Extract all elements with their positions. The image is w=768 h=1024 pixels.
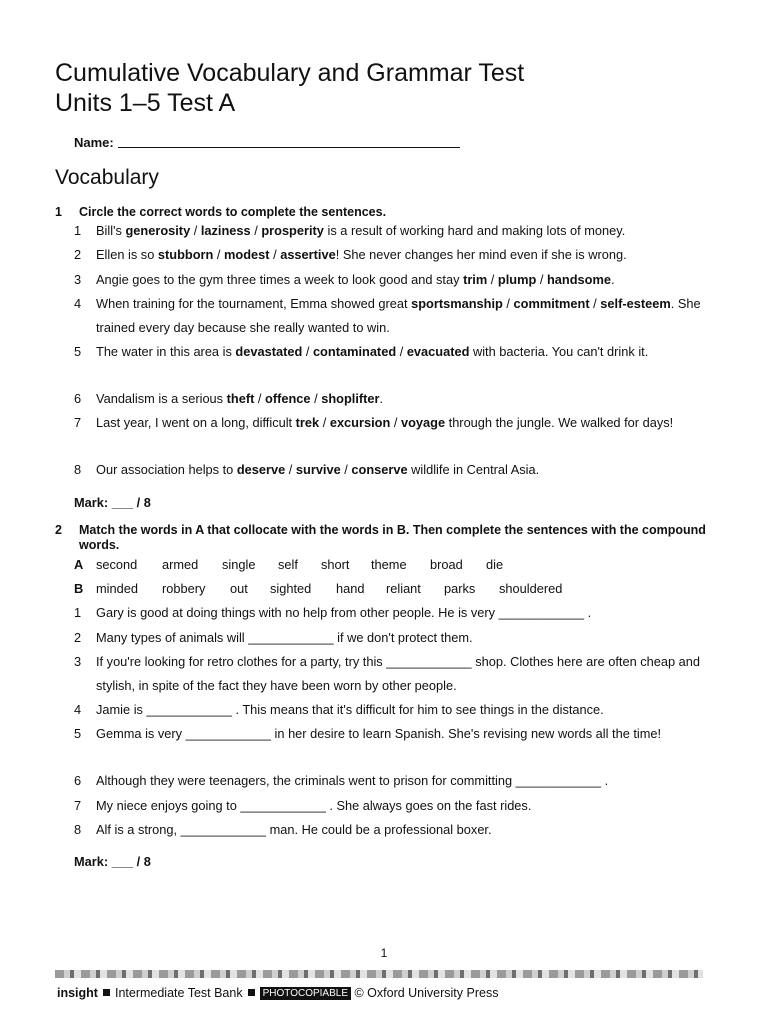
word-b: reliant — [386, 581, 421, 596]
option-word[interactable]: trim — [463, 272, 488, 287]
option-word[interactable]: sportsmanship — [411, 296, 503, 311]
option-word[interactable]: self-esteem — [600, 296, 671, 311]
gap-sentence[interactable]: Many types of animals will ____________ if we don't protect them. — [96, 630, 473, 645]
word-b: out — [230, 581, 248, 596]
ex1-mark: Mark: ___ / 8 — [74, 495, 151, 510]
option-word[interactable]: theft — [226, 391, 255, 406]
ex2-mark: Mark: ___ / 8 — [74, 854, 151, 869]
option-word[interactable]: devastated — [235, 344, 303, 359]
word-a: die — [486, 557, 504, 572]
word-a: self — [278, 557, 298, 572]
title-line-1: Cumulative Vocabulary and Grammar Test — [55, 59, 525, 87]
word-a: single — [222, 557, 256, 572]
option-word[interactable]: evacuated — [406, 344, 470, 359]
row-label: A — [74, 557, 84, 572]
option-word[interactable]: commitment — [513, 296, 590, 311]
word-row-b — [74, 577, 714, 601]
square-bullet-icon — [248, 989, 255, 996]
option-word[interactable]: offence — [265, 391, 311, 406]
word-a: short — [321, 557, 350, 572]
option-word[interactable]: laziness — [200, 223, 251, 238]
word-a: theme — [371, 557, 407, 572]
option-word[interactable]: generosity — [125, 223, 191, 238]
gap-sentence[interactable]: Alf is a strong, ____________ man. He could be a professional boxer. — [96, 822, 492, 837]
page-number: 1 — [380, 946, 388, 960]
word-b: hand — [336, 581, 365, 596]
option-word[interactable]: handsome — [546, 272, 611, 287]
option-word[interactable]: stubborn — [157, 247, 214, 262]
exercise-instruction: Match the words in A that collocate with the words in B. Then complete the sentences with the compound words. — [79, 523, 706, 552]
word-a: broad — [430, 557, 463, 572]
row-label: B — [74, 581, 84, 596]
option-word[interactable]: survive — [295, 462, 341, 477]
word-b: minded — [96, 581, 138, 596]
test-bank-label: Intermediate Test Bank — [114, 986, 243, 1000]
option-word[interactable]: prosperity — [261, 223, 324, 238]
gap-sentence[interactable]: Although they were teenagers, the criminals went to prison for committing ____________ . — [96, 773, 609, 788]
publisher-label: © Oxford University Press — [354, 986, 499, 1000]
option-word[interactable]: contaminated — [312, 344, 397, 359]
gap-sentence[interactable]: If you're looking for retro clothes for a party, try this ____________ shop. Clothes here are often cheap and stylish, in spite of the fact they have been worn by other people. — [96, 654, 701, 693]
section-heading: Vocabulary — [55, 166, 159, 189]
square-bullet-icon — [103, 989, 110, 996]
option-word[interactable]: plump — [497, 272, 537, 287]
word-b: shouldered — [499, 581, 563, 596]
exercise-number: 2 — [55, 523, 62, 537]
option-word[interactable]: shoplifter — [321, 391, 380, 406]
gap-sentence[interactable]: My niece enjoys going to ____________ . She always goes on the fast rides. — [96, 798, 532, 813]
name-field-row — [74, 135, 460, 150]
option-word[interactable]: modest — [224, 247, 270, 262]
brand-logo: insight — [57, 986, 98, 1000]
word-b: robbery — [162, 581, 206, 596]
word-a: armed — [162, 557, 199, 572]
exercise-2-heading — [55, 523, 735, 555]
exercise-number: 1 — [55, 205, 62, 219]
footer — [57, 986, 498, 1000]
name-label: Name: — [74, 135, 114, 150]
word-a: second — [96, 557, 138, 572]
word-row-a — [74, 553, 714, 577]
option-word[interactable]: conserve — [351, 462, 408, 477]
gap-sentence[interactable]: Jamie is ____________ . This means that it's difficult for him to see things in the distance. — [96, 702, 604, 717]
option-word[interactable]: assertive — [280, 247, 336, 262]
title-line-2: Units 1–5 Test A — [55, 89, 236, 117]
gap-sentence[interactable]: Gemma is very ____________ in her desire to learn Spanish. She's revising new words all the time! — [96, 726, 662, 741]
option-word[interactable]: excursion — [329, 415, 391, 430]
worksheet-page: Cumulative Vocabulary and Grammar Test Units 1–5 Test A Name: Vocabulary 1 Circle the correct words to complete the sentences. 1 Bill's generosity / laziness / prosperity is a result of working hard and making lots of money. 2 Ellen is so stubborn / modest / assertive! She never changes her mind even if she is wrong. 3 Angie goes to the gym three times a week to look good and stay trim / plump / handsome. 4 When training for the tournament, Emma showed great sportsmanship / commitment / self-esteem. She trained every day because she really wanted to win. 5 The water in this area is devastated / contaminated / evacuated with bacteria. You can't drink it. 6 Vandalism is a serious theft / offence / shoplifter. 7 Last year, I went on a long, difficult trek / excursion / voyage through the jungle. We walked for days! 8 Our association helps to deserve / survive / conserve wildlife in Central Asia. Mark: ___ / 8 2 Match the words in A that collocate with the words in B. Then complete the sentences with the compound words. A second armed single self short theme broad die B minded robbery out sighted hand reliant parks shouldered 1 Gary is good at doing things with no help from other people. He is very ____________ . 2 Many types of animals will ____________ if we don't protect them. 3 If you're looking for retro clothes for a party, try this ____________ shop. Clothes here are often cheap and stylish, in spite of the fact they have been worn by other people. 4 Jamie is ____________ . This means that it's difficult for him to see things in the distance. 5 Gemma is very ____________ in her desire to learn Spanish. She's revising new words all the time! 6 Although they were teenagers, the criminals went to prison for committing ____________ . 7 My niece enjoys going to ____________ . She always goes on the fast rides. 8 Alf is a strong, ____________ man. He could be a professional boxer. Mark: ___ / 8 1 insight Intermediate Test Bank PHOTOCOPIABLE © Oxford University Press — [0, 0, 768, 1024]
option-word[interactable]: deserve — [236, 462, 286, 477]
gap-sentence[interactable]: Gary is good at doing things with no help from other people. He is very ____________ . — [96, 605, 592, 620]
name-blank-line[interactable] — [118, 135, 460, 148]
photocopiable-badge: PHOTOCOPIABLE — [260, 987, 351, 1000]
option-word[interactable]: trek — [295, 415, 320, 430]
word-b: sighted — [270, 581, 312, 596]
exercise-instruction: Circle the correct words to complete the sentences. — [79, 205, 387, 219]
option-word[interactable]: voyage — [400, 415, 446, 430]
page-title — [55, 58, 524, 118]
word-b: parks — [444, 581, 476, 596]
footer-photo-strip — [55, 970, 703, 978]
